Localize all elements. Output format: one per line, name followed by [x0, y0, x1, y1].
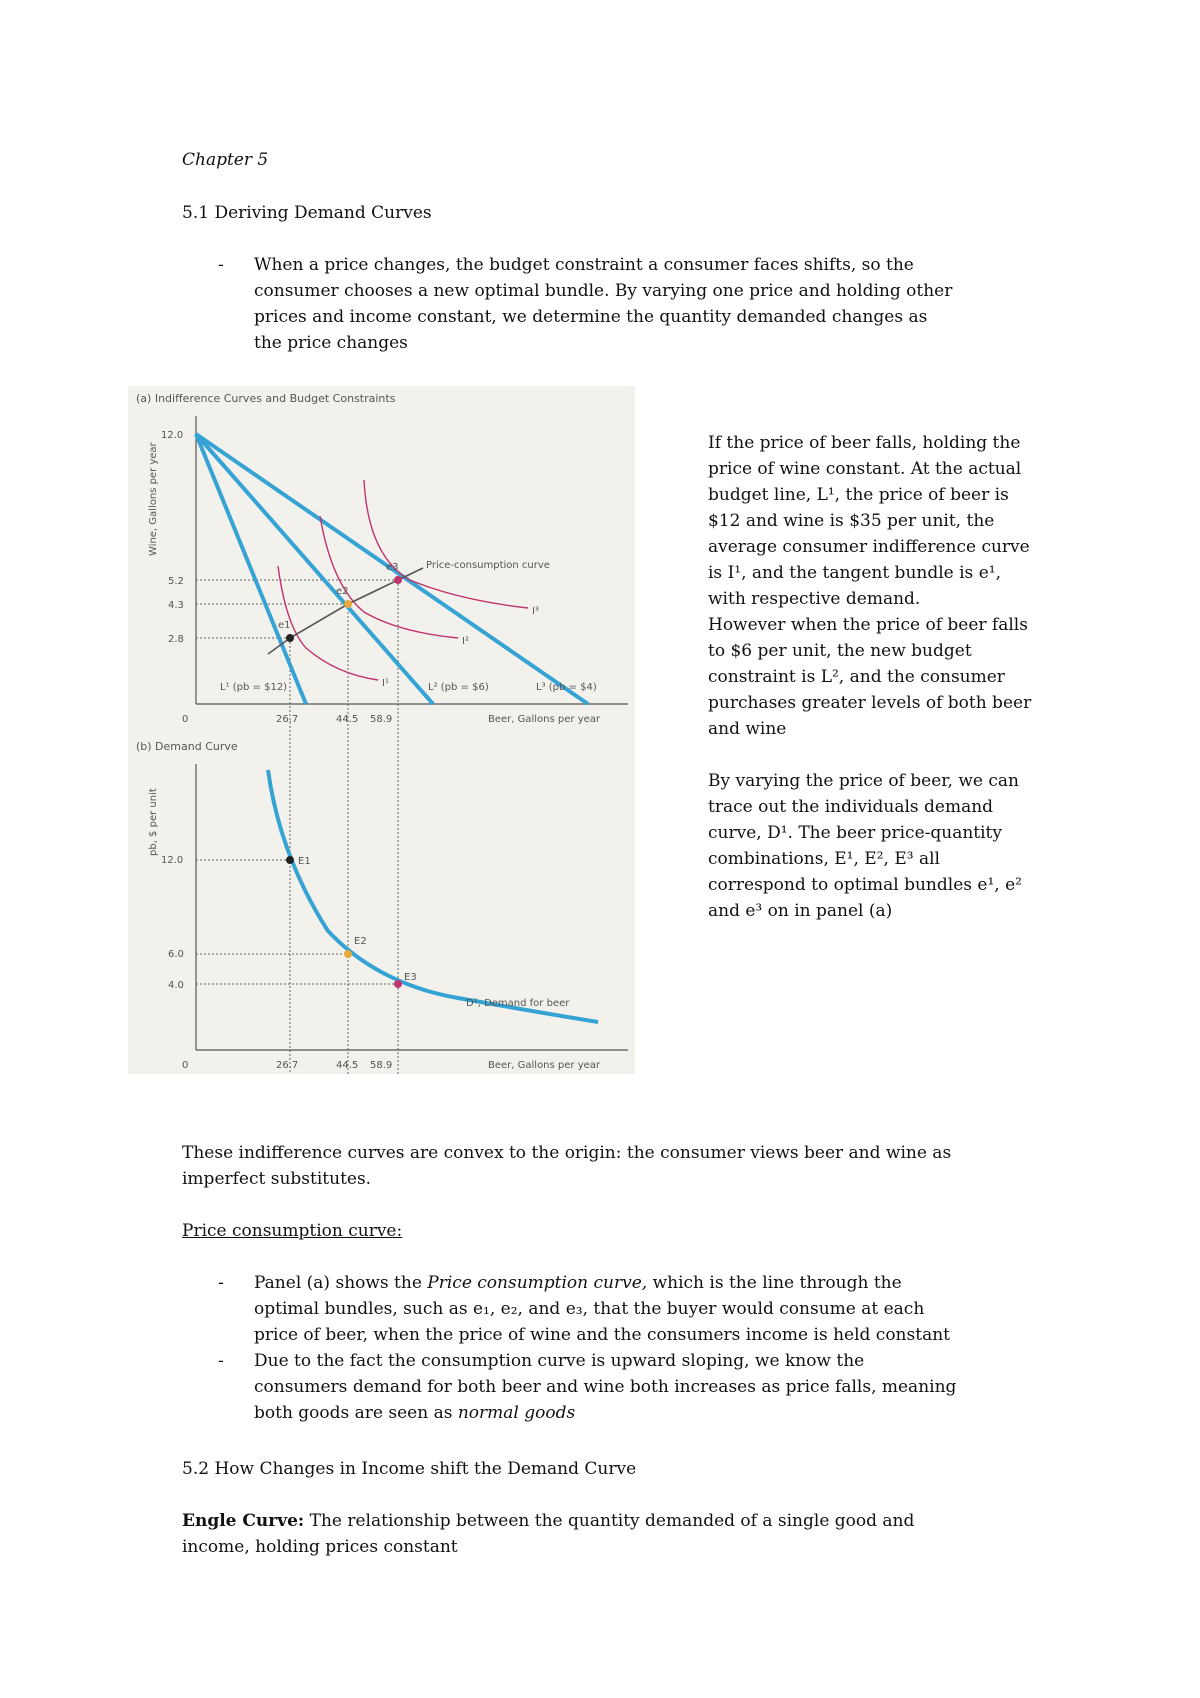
- side-line: trace out the individuals demand: [708, 797, 994, 817]
- panel-a-xtick: 44.5: [336, 714, 359, 725]
- side-line: with respective demand.: [708, 589, 921, 609]
- pcc-heading: Price consumption curve:: [182, 1221, 403, 1241]
- panel-a-ytick: 2.8: [168, 634, 184, 645]
- panel-b-ytick: 12.0: [161, 855, 184, 866]
- engle-def-part: The relationship between the quantity demanded of a single good and: [304, 1511, 915, 1531]
- indiff-label: I²: [462, 636, 469, 647]
- bullet-dash: -: [218, 1273, 224, 1293]
- intro-bullet-line-4: the price changes: [254, 333, 408, 353]
- panel-b-xtick: 44.5: [336, 1060, 359, 1071]
- panel-a-xtick: 26.7: [276, 714, 299, 725]
- side-line: purchases greater levels of both beer: [708, 693, 1032, 713]
- side-line: to $6 per unit, the new budget: [708, 641, 972, 661]
- panel-b-title: (b) Demand Curve: [136, 740, 238, 753]
- pcc-bullet-1-ital: Price consumption curve,: [427, 1273, 648, 1293]
- pcc-bullet-1-line-3: price of beer, when the price of wine and the consumers income is held constant: [254, 1325, 950, 1345]
- engle-definition-line-2: income, holding prices constant: [182, 1537, 458, 1557]
- budget-label: L¹ (pb = $12): [220, 682, 288, 693]
- intro-bullet-line-1: When a price changes, the budget constraint a consumer faces shifts, so the: [254, 255, 914, 275]
- point-E2: [344, 950, 352, 958]
- chapter-title: Chapter 5: [182, 150, 269, 170]
- panel-b-ytick: 4.0: [168, 980, 184, 991]
- section-heading-5-1: 5.1 Deriving Demand Curves: [182, 203, 432, 223]
- bundle-e2: [344, 600, 352, 608]
- side-line: combinations, E¹, E², E³ all: [708, 849, 940, 869]
- bullet-dash: -: [218, 1351, 224, 1371]
- pcc-bullet-1-post: which is the line through the: [647, 1273, 902, 1293]
- demand-derivation-figure: [128, 386, 635, 1074]
- side-line: curve, D¹. The beer price-quantity: [708, 823, 1002, 843]
- panel-a-xtick: 0: [182, 714, 189, 725]
- side-line: and wine: [708, 719, 787, 739]
- section-heading-5-2: 5.2 How Changes in Income shift the Demand Curve: [182, 1459, 637, 1479]
- side-line: By varying the price of beer, we can: [708, 771, 1019, 791]
- pcc-bullet-1-line-2: optimal bundles, such as e₁, e₂, and e₃, that the buyer would consume at each: [254, 1299, 925, 1319]
- bundle-label: e2: [336, 586, 349, 597]
- panel-a-ytick: 4.3: [168, 600, 184, 611]
- point-E3: [394, 980, 402, 988]
- bundle-label: e1: [278, 620, 291, 631]
- bundle-e1: [286, 634, 294, 642]
- side-line: price of wine constant. At the actual: [708, 459, 1022, 479]
- point-label: E3: [404, 972, 417, 983]
- panel-b-xtick: 58.9: [370, 1060, 393, 1071]
- side-line: and e³ on in panel (a): [708, 901, 893, 921]
- bundle-label: e3: [386, 562, 399, 573]
- pcc-bullet-2-line-2: consumers demand for both beer and wine both increases as price falls, meaning: [254, 1377, 957, 1397]
- point-label: E1: [298, 856, 311, 867]
- pcc-label: Price-consumption curve: [426, 560, 550, 571]
- side-line: average consumer indifference curve: [708, 537, 1030, 557]
- panel-b-ytick: 6.0: [168, 949, 184, 960]
- side-line: constraint is L², and the consumer: [708, 667, 1005, 687]
- side-line: correspond to optimal bundles e¹, e²: [708, 875, 1022, 895]
- pcc-bullet-2-line-1: Due to the fact the consumption curve is upward sloping, we know the: [254, 1351, 865, 1371]
- panel-b-xtick: 0: [182, 1060, 189, 1071]
- budget-label: L² (pb = $6): [428, 682, 489, 693]
- pcc-bullet-2-pre: both goods are seen as: [254, 1403, 458, 1423]
- intro-bullet-line-3: prices and income constant, we determine the quantity demanded changes as: [254, 307, 928, 327]
- side-line: $12 and wine is $35 per unit, the: [708, 511, 995, 531]
- pcc-bullet-2-ital: normal goods: [457, 1403, 576, 1423]
- side-line: However when the price of beer falls: [708, 615, 1028, 635]
- panel-a-title: (a) Indifference Curves and Budget Constraints: [136, 392, 396, 405]
- panel-a-ytick: 5.2: [168, 576, 184, 587]
- intro-bullet-line-2: consumer chooses a new optimal bundle. By varying one price and holding other: [254, 281, 953, 301]
- indiff-label: I³: [532, 606, 539, 617]
- engle-definition-line-1: [182, 1508, 914, 1534]
- convex-line-1: These indifference curves are convex to the origin: the consumer views beer and wine as: [182, 1143, 952, 1163]
- panel-a-ylabel: Wine, Gallons per year: [148, 442, 159, 556]
- side-line: If the price of beer falls, holding the: [708, 433, 1021, 453]
- indiff-label: I¹: [382, 678, 389, 689]
- pcc-bullet-1-pre: Panel (a) shows the: [254, 1273, 428, 1293]
- engle-term: Engle Curve:: [182, 1511, 305, 1531]
- budget-label: L³ (pb = $4): [536, 682, 597, 693]
- indifference-curve-I3: [364, 480, 528, 608]
- pcc-bullet-2-line-3: [254, 1400, 575, 1426]
- pcc-bullet-1-line-1: [254, 1270, 902, 1296]
- panel-a-ytick: 12.0: [161, 430, 184, 441]
- bullet-dash: -: [218, 255, 224, 275]
- side-line: budget line, L¹, the price of beer is: [708, 485, 1009, 505]
- convex-line-2: imperfect substitutes.: [182, 1169, 372, 1189]
- panel-a-xlabel: Beer, Gallons per year: [488, 714, 601, 725]
- panel-b-ylabel: pb, $ per unit: [148, 788, 159, 856]
- panel-a-xtick: 58.9: [370, 714, 393, 725]
- point-label: E2: [354, 936, 367, 947]
- side-line: is I¹, and the tangent bundle is e¹,: [708, 563, 1001, 583]
- figure-svg: [128, 386, 635, 1074]
- panel-b-xlabel: Beer, Gallons per year: [488, 1060, 601, 1071]
- point-E1: [286, 856, 294, 864]
- demand-label: D¹, Demand for beer: [466, 998, 570, 1009]
- bundle-e3: [394, 576, 402, 584]
- panel-b-xtick: 26.7: [276, 1060, 299, 1071]
- budget-line-L1: [196, 434, 306, 704]
